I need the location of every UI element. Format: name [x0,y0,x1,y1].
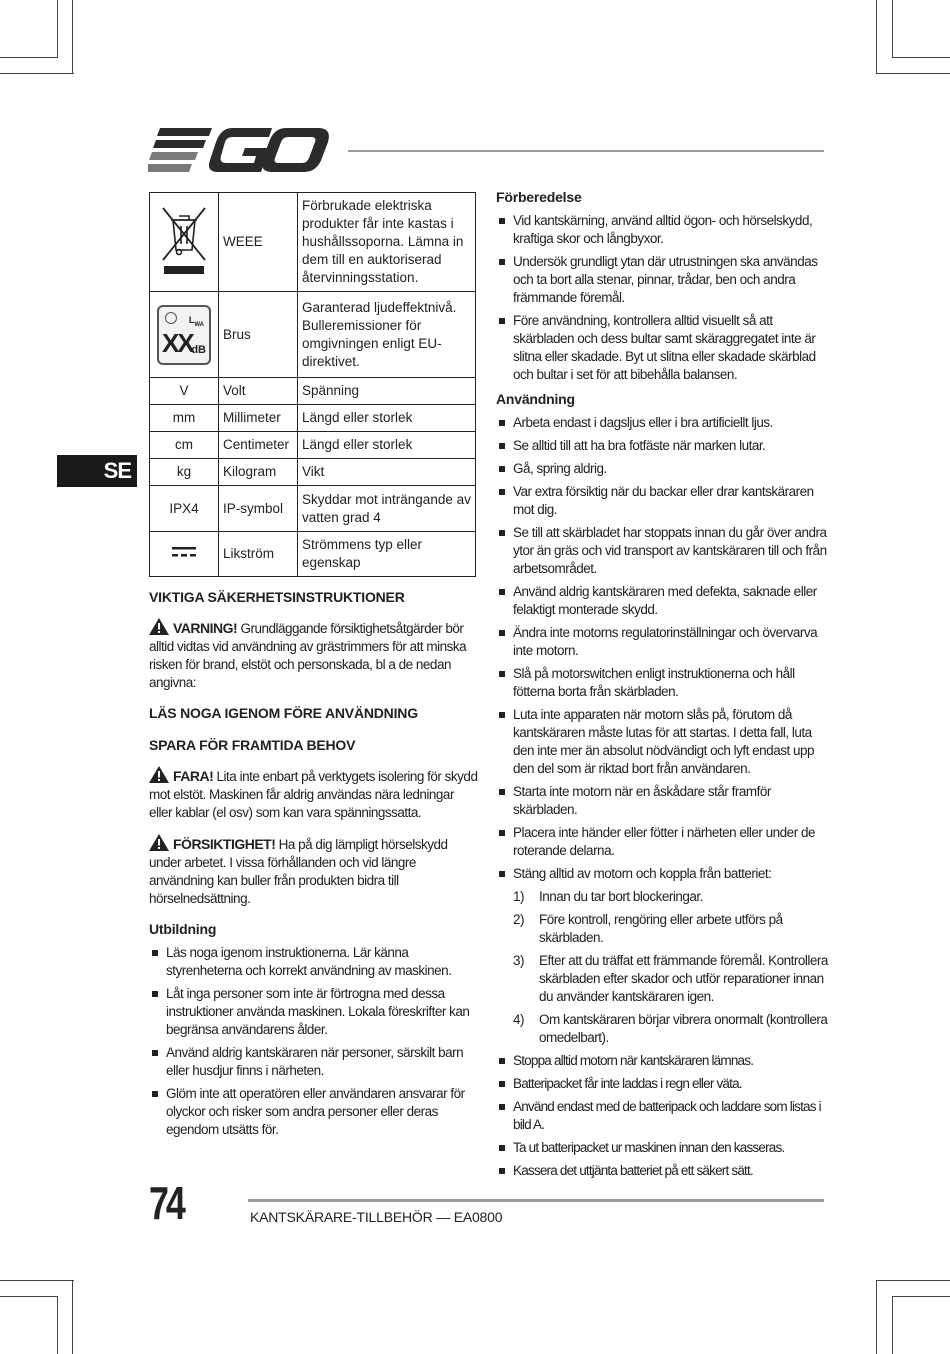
table-cell-description: Vikt [298,459,476,486]
list-item: Var extra försiktig när du backar eller drar kantskäraren mot dig. [496,483,830,519]
crop-mark [72,0,73,74]
list-item: Låt inga personer som inte är förtrogna med dessa instruktioner använda maskinen. Lokala föreskrifter kan begränsa användarens ålder. [149,985,479,1039]
table-row [150,193,476,292]
list-item: Använd endast med de batteripack och laddare som listas i bild A. [496,1098,830,1134]
caution-label: FÖRSIKTIGHET! [173,836,276,852]
item-number: 2) [513,912,525,927]
list-item: Ta ut batteripacket ur maskinen innan den kasseras. [496,1139,830,1157]
crop-mark [876,1280,950,1281]
warning-label: VARNING! [173,620,238,636]
table-cell-name: Likström [219,532,298,577]
item-text: Före kontroll, rengöring eller arbete utförs på skärbladen. [539,912,783,945]
list-item: Stäng alltid av motorn och koppla från batteriet: [496,865,830,883]
sound-level-value: XX [162,327,193,358]
table-cell-description: Garanterad ljudeffektnivå. Bulleremissioner för omgivningen enligt EU-direktivet. [298,292,476,378]
crop-mark [876,0,877,74]
table-row [150,378,476,405]
table-cell-name: Millimeter [219,405,298,432]
list-item: Ändra inte motorns regulatorinställningar och övervarva inte motorn. [496,624,830,660]
sound-power-level-icon [157,305,211,365]
sound-level-label: $L_{WA}$ [188,314,204,328]
table-cell-description: Längd eller storlek [298,405,476,432]
decibel-label: dB [191,343,206,356]
page-number: 74 [149,1177,183,1229]
header-rule [348,150,824,152]
crop-mark [0,73,74,74]
list-item: Se alltid till att ha bra fotfäste när marken lutar. [496,437,830,455]
table-cell-symbol: IPX4 [150,486,219,532]
list-item: Använd aldrig kantskäraren med defekta, saknade eller felaktigt monterade skydd. [496,583,830,619]
warning-triangle-icon [149,766,169,783]
table-row [150,459,476,486]
crop-mark [892,1296,893,1354]
table-row [150,292,476,378]
list-item: Använd aldrig kantskäraren när personer, särskilt barn eller husdjur finns i närheten. [149,1044,479,1080]
right-column [496,188,830,1180]
table-cell-description: Strömmens typ eller egenskap [298,532,476,577]
usage-list-continued [496,1052,830,1180]
table-cell-symbol [150,193,219,292]
danger-text: Lita inte enbart på verktygets isolering för skydd mot elstöt. Maskinen får aldrig användas nära ledningar eller kablar (el osv) som kan vara spänningssatta. [149,769,478,820]
usage-heading: Användning [496,391,575,407]
left-column [149,588,479,1139]
list-item: Stoppa alltid motorn när kantskäraren lämnas. [496,1052,830,1070]
item-number: 4) [513,1012,525,1027]
table-cell-name: WEEE [219,193,298,292]
danger-paragraph [149,766,479,822]
list-item: Vid kantskärning, använd alltid ögon- och hörselskydd, kraftiga skor och långbyxor. [496,212,830,248]
training-heading: Utbildning [149,921,217,937]
usage-list [496,414,830,883]
symbols-table [149,192,476,577]
list-item: Se till att skärbladet har stoppats innan du går över andra ytor än gräs och vid transport av kantskäraren till och från arbetsområdet. [496,524,830,578]
crop-mark [72,1280,73,1354]
item-number: 1) [513,889,525,904]
table-cell-symbol: cm [150,432,219,459]
caution-text: Ha på dig lämpligt hörselskydd under arbetet. I vissa förhållanden och vid längre användning kan buller från produkten bidra till hörselnedsättning. [149,837,448,906]
crop-mark [0,57,58,58]
table-cell-symbol [150,532,219,577]
list-item: Undersök grundligt ytan där utrustningen ska användas och ta bort alla stenar, pinnar, trådar, ben och andra främmande föremål. [496,253,830,307]
list-item: Läs noga igenom instruktionerna. Lär känna styrenheterna och korrekt användning av maskinen. [149,944,479,980]
safety-heading: VIKTIGA SÄKERHETSINSTRUKTIONER [149,589,405,605]
warning-text: Grundläggande försiktighetsåtgärder bör alltid vidtas vid användning av grästrimmers för att minska risken för brand, elstöt och personskada, bl a de nedan angivna: [149,621,467,690]
crop-mark [892,1296,950,1297]
table-cell-description: Spänning [298,378,476,405]
table-cell-name: Brus [219,292,298,378]
crop-mark [876,1280,877,1354]
crop-mark [57,0,58,58]
crop-mark [876,73,950,74]
list-item: Kassera det uttjänta batteriet på ett säkert sätt. [496,1162,830,1180]
table-cell-name: Kilogram [219,459,298,486]
list-item: Glöm inte att operatören eller användaren ansvarar för olyckor och risker som andra personer eller deras egendom utsätts för. [149,1085,479,1139]
ego-logo [148,128,330,172]
crop-mark [57,1296,58,1354]
table-cell-symbol [150,292,219,378]
warning-triangle-icon [149,834,169,851]
table-row [150,405,476,432]
footer-rule [248,1199,824,1202]
table-cell-name: Volt [219,378,298,405]
footer-title: KANTSKÄRARE-TILLBEHÖR — EA0800 [250,1209,503,1225]
table-row [150,486,476,532]
table-cell-description: Förbrukade elektriska produkter får inte kastas i hushållssoporna. Lämna in dem till en auktoriserad återvinningsstation. [298,193,476,292]
caution-paragraph [149,834,479,908]
numbered-item [496,911,830,947]
direct-current-icon [171,545,197,559]
list-item: Starta inte motorn när en åskådare står framför skärbladen. [496,783,830,819]
preparation-list [496,212,830,384]
training-list [149,944,479,1139]
table-cell-description: Längd eller storlek [298,432,476,459]
table-cell-symbol: mm [150,405,219,432]
language-tab [57,455,137,487]
list-item: Batteripacket får inte laddas i regn eller väta. [496,1075,830,1093]
numbered-item [496,952,830,1006]
list-item: Luta inte apparaten när motorn slås på, förutom då kantskäraren måste lutas för att startas. I detta fall, luta den inte mer än absolut nödvändigt och lyft endast upp den del som är riktad bort från användaren. [496,706,830,778]
crop-mark [892,0,893,58]
danger-label: FARA! [173,768,214,784]
item-number: 3) [513,953,525,968]
crop-mark [0,1296,58,1297]
list-item: Placera inte händer eller fötter i närheten eller under de roterande delarna. [496,824,830,860]
crop-mark [0,1280,74,1281]
read-heading: LÄS NOGA IGENOM FÖRE ANVÄNDNING [149,705,418,721]
crossed-out-wheelie-bin-icon [159,204,209,276]
list-item: Gå, spring aldrig. [496,460,830,478]
preparation-heading: Förberedelse [496,189,582,205]
numbered-item [496,1011,830,1047]
crop-mark [892,57,950,58]
item-text: Efter att du träffat ett främmande föremål. Kontrollera skärbladen efter skador och utför reparationer innan du använder kantskäraren igen. [539,953,828,1004]
table-cell-description: Skyddar mot inträngande av vatten grad 4 [298,486,476,532]
item-text: Innan du tar bort blockeringar. [539,889,703,904]
numbered-item [496,888,830,906]
language-tab-label: SE [103,458,131,483]
warning-paragraph [149,618,479,692]
table-cell-symbol: V [150,378,219,405]
list-item: Arbeta endast i dagsljus eller i bra artificiellt ljus. [496,414,830,432]
table-row [150,432,476,459]
speaker-icon [165,312,177,324]
warning-triangle-icon [149,618,169,635]
save-heading: SPARA FÖR FRAMTIDA BEHOV [149,737,356,753]
list-item: Slå på motorswitchen enligt instruktionerna och håll fötterna borta från skärbladen. [496,665,830,701]
table-cell-name: Centimeter [219,432,298,459]
list-item: Före användning, kontrollera alltid visuellt så att skärbladen och dess bultar samt skäraggregatet inte är slitna eller skadade. Byt ut slitna eller skadade skärblad och bultar i set för att bibehålla balansen. [496,312,830,384]
table-cell-symbol: kg [150,459,219,486]
item-text: Om kantskäraren börjar vibrera onormalt (kontrollera omedelbart). [539,1012,828,1045]
disconnect-steps-list [496,888,830,1047]
table-cell-name: IP-symbol [219,486,298,532]
table-row [150,532,476,577]
